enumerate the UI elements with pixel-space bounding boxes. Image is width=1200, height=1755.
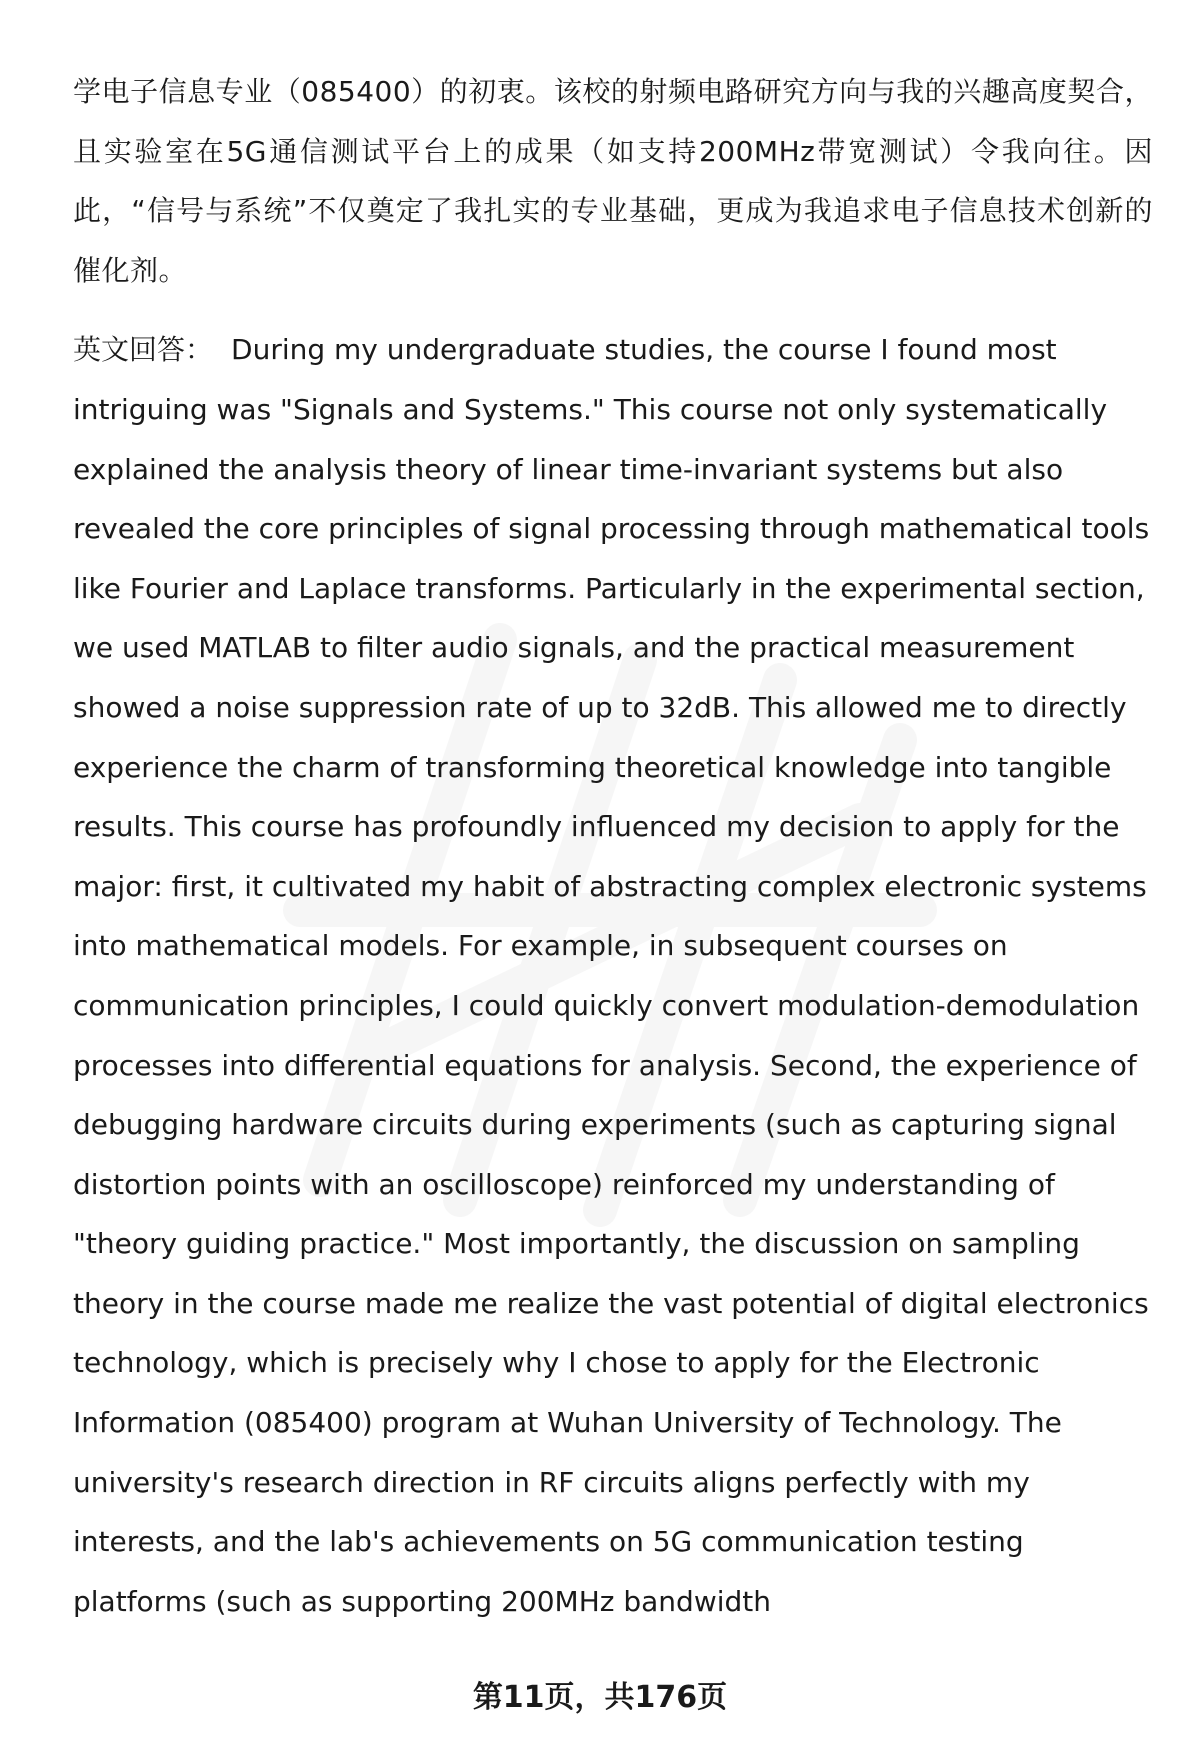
chinese-paragraph: 学电子信息专业（085400）的初衷。该校的射频电路研究方向与我的兴趣高度契合，且实验室在5G通信测试平台上的成果（如支持200MHz带宽测试）令我向往。因此，“信号与系统”不仅奠定了我扎实的专业基础，更成为我追求电子信息技术创新的催化剂。 [73, 75, 1153, 287]
english-answer-text: During my undergraduate studies, the course I found most intriguing was "Signals and Systems." This course not only systematically explained the analysis theory of linear time-invariant systems but also revealed the core principles of signal processing through mathematical tools like Fourier and Laplace transforms. Particularly in the experimental section, we used MATLAB to filter audio signals, and the practical measurement showed a noise suppression rate of up to 32dB. This allowed me to directly experience the charm of transforming theoretical knowledge into tangible results. This course has profoundly influenced my decision to apply for the major: first, it cultivated my habit of abstracting complex electronic systems into mathematical models. For example, in subsequent courses on communication principles, I could quickly convert modulation-demodulation processes into differential equations for analysis. Second, the experience of debugging hardware circuits during experiments (such as capturing signal distortion points with an oscilloscope) reinforced my understanding of "theory guiding practice." Most importantly, the discussion on sampling theory in the course made me realize the vast potential of digital electronics technology, which is precisely why I chose to apply for the Electronic Information (085400) program at Wuhan University of Technology. The university's research direction in RF circuits aligns perfectly with my interests, and the lab's achievements on 5G communication testing platforms (such as supporting 200MHz bandwidth [73, 333, 1150, 1618]
page-number-footer: 第11页，共176页 [472, 1680, 728, 1715]
document-body [73, 62, 1153, 1631]
english-answer-paragraph [73, 320, 1153, 1631]
english-answer-label: 英文回答： [73, 333, 214, 367]
